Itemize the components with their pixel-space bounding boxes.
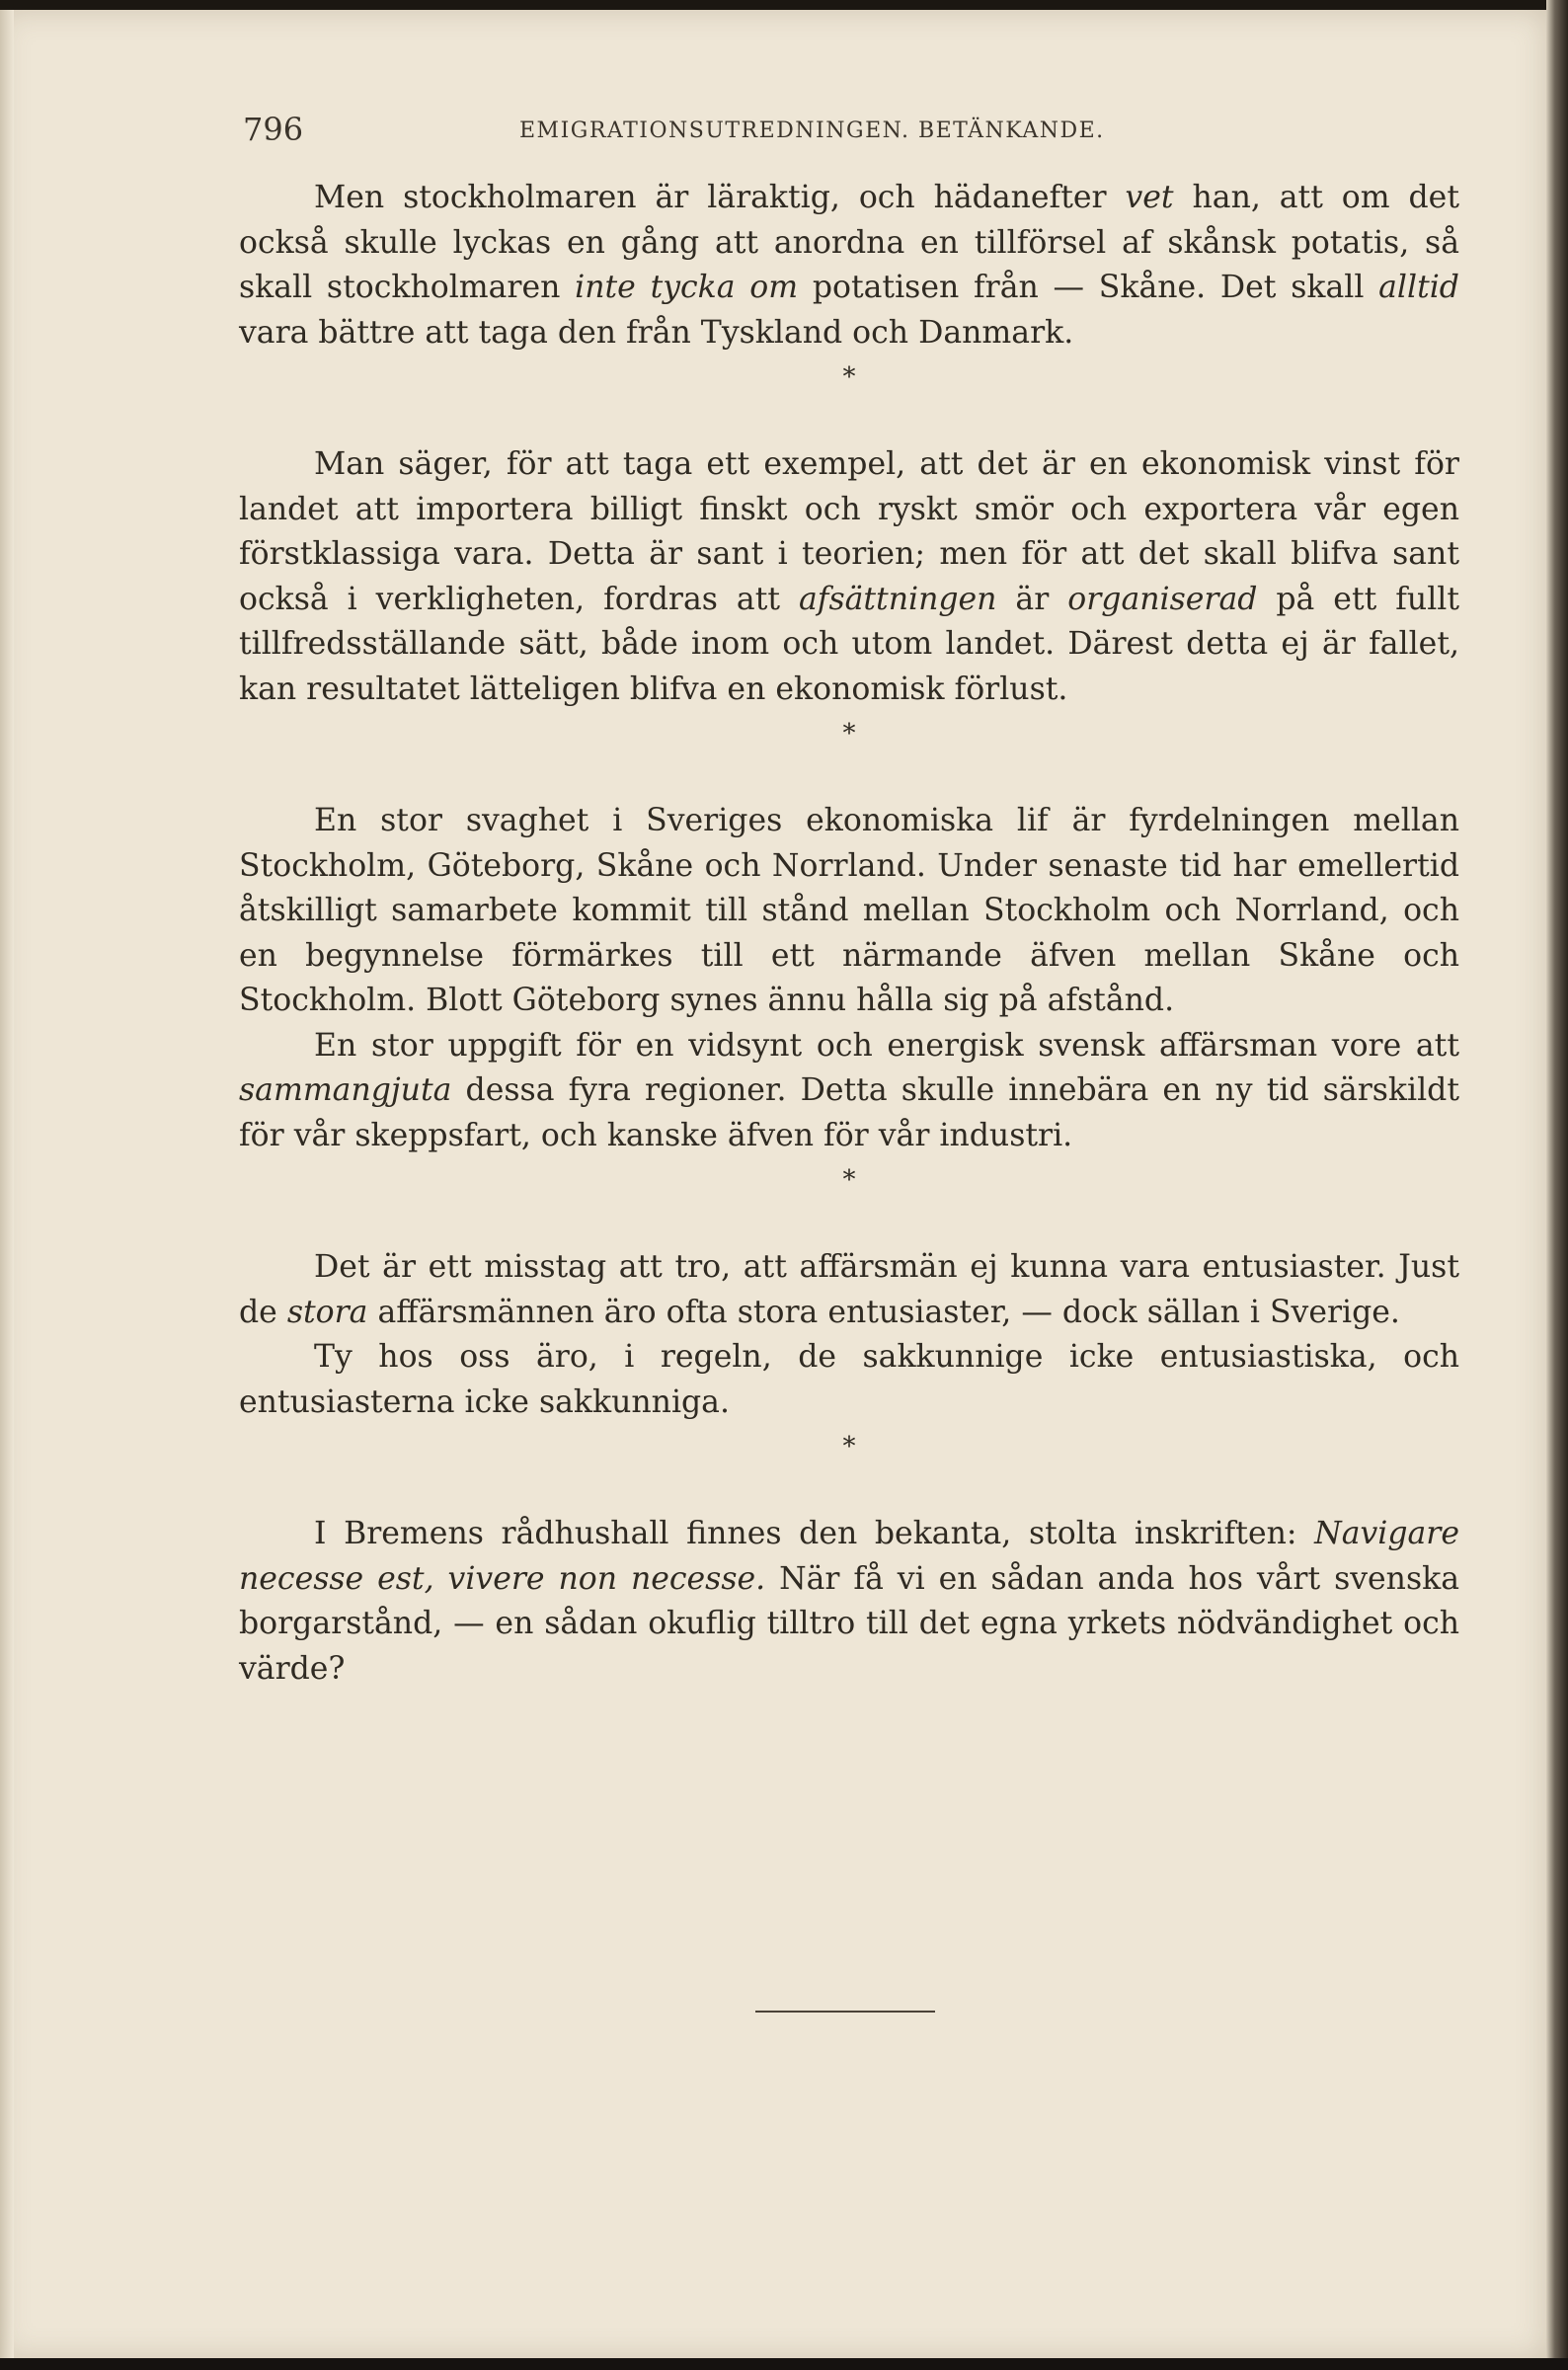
paragraph: En stor svaghet i Sveriges ekonomiska lif är fyrdelningen mellan Stockholm, Göteborg, Skåne och Norrland. Under senaste tid har emellertid åtskilligt samarbete kommit till stånd mellan Stockholm och Norrland, och en begynnelse förmärkes till ett närmande äfven mellan Skåne och Stockholm. Blott Göteborg synes ännu hålla sig på afstånd. — [239, 803, 1459, 1018]
running-title: EMIGRATIONSUTREDNINGEN. BETÄNKANDE. — [519, 118, 1105, 143]
text-run: I Bremens rådhushall finnes den bekanta, stolta inskriften: — [314, 1516, 1315, 1551]
section-separator: * — [842, 1165, 856, 1195]
page-left-edge — [0, 10, 14, 2358]
text-run: Man säger, för att taga ett exempel, att det är en ekonomisk vinst för landet att importera billigt finskt och ryskt smör och exportera vår egen förstklassiga vara. Detta är sant i teorien; men för att det skall blifva sant också i verkligheten, fordras att — [239, 446, 1459, 617]
paragraph — [239, 1245, 1459, 1335]
closing-rule — [755, 2011, 935, 2013]
italic-text: Navigare necesse est, vivere non necesse. — [239, 1516, 1459, 1597]
text-run: på ett fullt tillfredsställande sätt, både inom och utom landet. Därest detta ej är fallet, kan resultatet lätteligen blifva en ekonomisk förlust. — [239, 581, 1460, 707]
paragraph — [239, 1512, 1459, 1692]
scan-bottom-border — [0, 2358, 1568, 2370]
italic-text: organiserad — [1067, 581, 1258, 617]
text-run: dessa fyra regioner. Detta skulle innebära en ny tid särskildt för vår skeppsfart, och kanske äfven för vår industri. — [239, 1072, 1459, 1153]
text-run: affärsmännen äro ofta stora entusiaster, — dock sällan i Sverige. — [367, 1294, 1400, 1330]
section-separator: * — [842, 1432, 856, 1462]
paragraph — [239, 442, 1459, 712]
italic-text: inte tycka om — [575, 270, 799, 305]
paragraph — [239, 1024, 1459, 1159]
text-run: När få vi en sådan anda hos vårt svenska borgarstånd, — en sådan okuflig tilltro till det egna yrkets nödvändighet och värde? — [239, 1560, 1459, 1687]
italic-text: vet — [1125, 180, 1174, 215]
page-number: 796 — [243, 111, 304, 148]
text-run: Men stockholmaren är läraktig, och hädanefter — [314, 180, 1126, 215]
text-run: han, att om det också skulle lyckas en gång att anordna en tillförsel af skånsk potatis, så skall stockholmaren — [239, 180, 1459, 305]
paragraph — [239, 176, 1459, 356]
text-run: potatisen från — Skåne. Det skall — [798, 270, 1379, 305]
italic-text: afsättningen — [799, 581, 997, 617]
italic-text: sammangjuta — [239, 1072, 452, 1108]
italic-text: alltid — [1378, 270, 1459, 305]
italic-text: stora — [286, 1294, 368, 1330]
text-run: vara bättre att taga den från Tyskland och Danmark. — [239, 314, 1074, 351]
text-run: En stor uppgift för en vidsynt och energisk svensk affärsman vore att — [314, 1027, 1459, 1064]
text-run: är — [996, 581, 1068, 617]
running-head — [243, 111, 1457, 150]
book-spine-edge — [1546, 0, 1568, 2370]
paragraph: Ty hos oss äro, i regeln, de sakkunnige icke entusiastiska, och entusiasterna icke sakkunniga. — [239, 1339, 1459, 1420]
section-separator: * — [842, 362, 856, 392]
section-separator: * — [842, 719, 856, 749]
text-run: Det är ett misstag att tro, att affärsmän ej kunna vara entusiaster. Just de — [239, 1249, 1459, 1330]
body-text — [239, 176, 1459, 1692]
